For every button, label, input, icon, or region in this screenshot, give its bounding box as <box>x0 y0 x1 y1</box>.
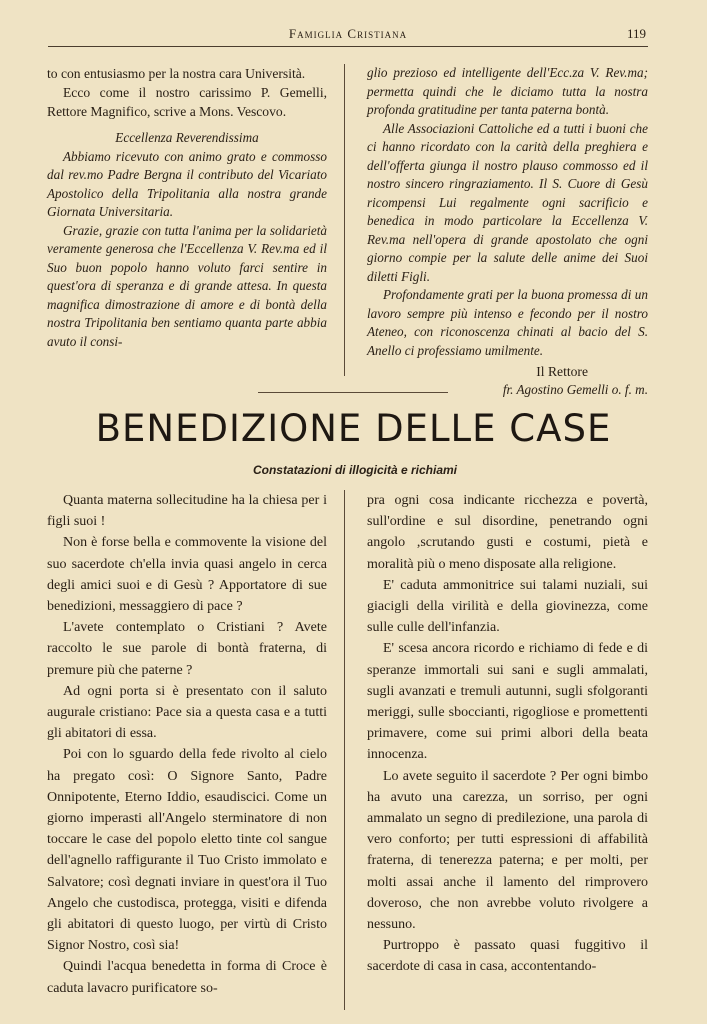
page-number: 119 <box>626 26 646 41</box>
paragraph: Profondamente grati per la buona promessa di un lavoro sempre più intenso e fecondo per il nostro Ateneo, con riconoscenza chinati al bacio del S. Anello ci professiamo umilmente. <box>367 287 648 358</box>
paragraph: E' scesa ancora ricordo e richiamo di fede e di speranze immortali sui sani e sugli ammalati, sugli avanzati e tremuli autunni, sugli sfolgoranti meriggi, sulle sboccianti, rigogliose e promettenti primavere, come sui primi albori della beata innocenza. <box>367 641 648 763</box>
paragraph: Ad ogni porta si è presentato con il saluto augurale cristiano: Pace sia a questa casa e a tutti gli abitatori di essa. <box>47 683 327 742</box>
article-subtitle: Constatazioni di illogicità e richiami <box>252 463 458 477</box>
signature-name: fr. Agostino Gemelli o. f. m. <box>502 382 648 397</box>
paragraph: Alle Associazioni Cattoliche ed a tutti i buoni che ci hanno ricordato con la carità della preghiera e dell'offerta giunga il nostro plauso commosso ed il nostro sincero ringraziamento. Il S. Cuore di Gesù ricompensi Lui regalmente ogni sacrificio e benedica in modo particolare la Eccellenza V. Rev.ma nell'opera di grande apostolato che ogni giorno compie per la salute delle anime dei Suoi diletti Figli. <box>367 120 648 284</box>
paragraph: Grazie, grazie con tutta l'anima per la solidarietà veramente generosa che l'Eccellenza V. Rev.ma ed il Suo buon popolo hanno voluto farci sentire in quest'ora di speranza e di grande attesa. In questa magnifica dimostrazione di amore e di bontà della nostra Tripolitania ben sentiamo quanta parte abbia avuto il consi- <box>47 222 327 349</box>
paragraph: to con entusiasmo per la nostra cara Università. <box>47 66 306 81</box>
paragraph: E' caduta ammonitrice sui talami nuziali, sui giacigli della virilità e della giovinezza, come sulle culle dell'infanzia. <box>367 577 648 636</box>
signature-role: Il Rettore <box>536 364 588 379</box>
letter-right-column <box>367 64 648 400</box>
paragraph: Purtroppo è passato quasi fuggitivo il sacerdote di casa in casa, accontentando- <box>367 938 648 975</box>
paragraph: Quanta materna sollecitudine ha la chiesa per i figli suoi ! <box>47 493 327 530</box>
article-left-column <box>47 490 327 999</box>
paragraph: glio prezioso ed intelligente dell'Ecc.za V. Rev.ma; permetta quindi che le diciamo tutta la nostra profonda gratitudine per tanta paterna bontà. <box>367 65 648 117</box>
paragraph: Lo avete seguito il sacerdote ? Per ogni bimbo ha avuto una carezza, un sorriso, per ogni ammalato un segno di predilezione, una parola di vero conforto; per tutti espressioni di affabilità fraterna, di tenerezza paterna; e per molti, per molti assai anche il lamento del rimprovero doveroso, che non avrebbe voluto rivolgere a nessuno. <box>367 768 648 933</box>
paragraph: Abbiamo ricevuto con animo grato e commosso dal rev.mo Padre Bergna il contributo del Vicariato Apostolico della Tripolitania alla nostra grande Giornata Universitaria. <box>47 148 327 219</box>
paragraph: Quindi l'acqua benedetta in forma di Croce è caduta lavacro purificatore so- <box>47 959 327 996</box>
letter-left-column <box>47 64 327 351</box>
column-divider <box>344 490 345 1010</box>
section-divider <box>258 392 448 393</box>
column-divider <box>344 64 345 376</box>
paragraph: pra ogni cosa indicante ricchezza e povertà, sull'ordine e sul disordine, penetrando ogni angolo ,scrutando gusti e costumi, pietà e moralità più o meno disposate alla religione. <box>367 493 648 572</box>
running-header <box>48 24 648 47</box>
journal-title: Famiglia Cristiana <box>288 26 408 41</box>
paragraph: Non è forse bella e commovente la visione del suo sacerdote ch'ella invia quasi angelo in cerca degli amici suoi e di Gesù ? Apportatore di sue benedizioni, messaggiero di pace ? <box>47 535 327 615</box>
letter-salutation: Eccellenza Reverendissima <box>115 130 259 145</box>
article-right-column <box>367 490 648 978</box>
paragraph: Poi con lo sguardo della fede rivolto al cielo ha pregato così: O Signore Santo, Padre Onnipotente, Eterno Iddio, esaudiscici. Come un giorno imperasti all'Angelo sterminatore di non toccare le case del popolo eletto tinte col sangue dell'agnello raffigurante il Tuo Cristo immolato e Salvatore; così degnati inviare in quest'ora il Tuo Angelo che custodisca, protegga, visiti e difenda gli abitatori di questo luogo, per virtù di Cristo Signor Nostro, così sia! <box>47 747 327 954</box>
paragraph: Ecco come il nostro carissimo P. Gemelli, Rettore Magnifico, scrive a Mons. Vescovo. <box>47 85 327 119</box>
article-headline: BENEDIZIONE DELLE CASE <box>95 407 612 450</box>
paragraph: L'avete contemplato o Cristiani ? Avete raccolto le sue parole di bontà fraterna, di premure più che paterne ? <box>47 620 327 678</box>
